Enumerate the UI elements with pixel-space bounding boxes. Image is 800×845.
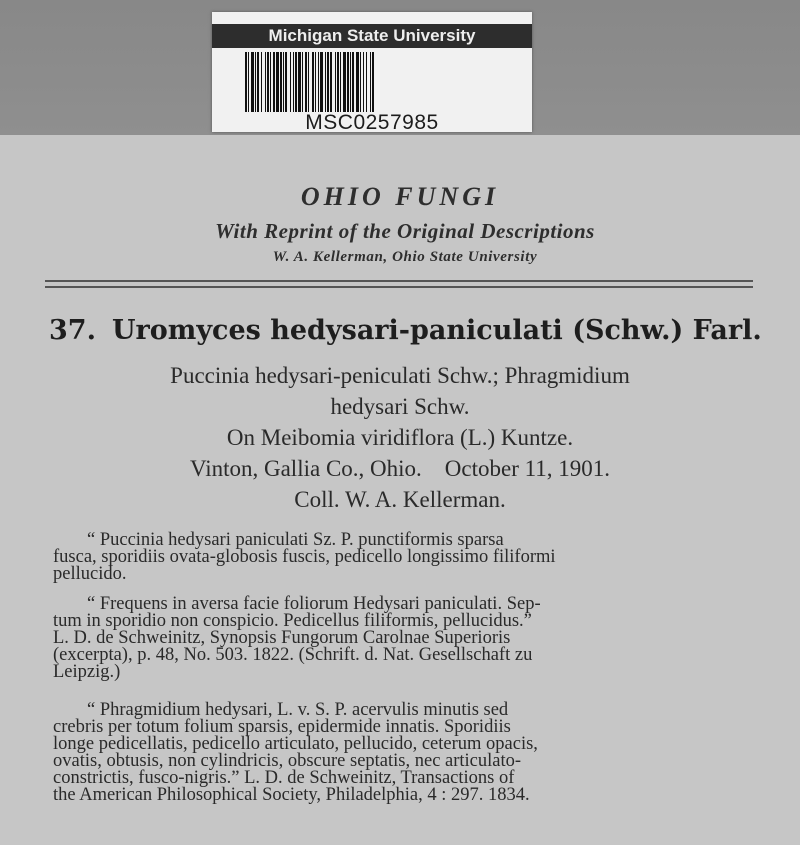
series-title: OHIO FUNGI bbox=[300, 182, 500, 211]
text-line: longe pedicellatis, pedicello articulato, pellucido, ceterum opacis, bbox=[53, 734, 538, 754]
collector-line: Coll. W. A. Kellerman. bbox=[294, 487, 506, 512]
text-line: constrictis, fusco-nigris.” L. D. de Schweinitz, Transactions of bbox=[53, 768, 515, 788]
text-line: fusca, sporidiis ovata-globosis fuscis, pedicello longissimo filiformi bbox=[53, 547, 556, 567]
host-line: On Meibomia viridiflora (L.) Kuntze. bbox=[226, 425, 574, 450]
barcode-institution: Michigan State University bbox=[212, 24, 532, 48]
species-number: 37. bbox=[49, 315, 96, 346]
species-heading bbox=[49, 315, 762, 346]
text-line: the American Philosophical Society, Philadelphia, 4 : 297. 1834. bbox=[53, 785, 530, 805]
text-line: pellucido. bbox=[53, 564, 127, 584]
description-paragraph-2 bbox=[53, 596, 733, 681]
text-line: Leipzig.) bbox=[53, 662, 121, 682]
species-name: Uromyces hedysari-paniculati (Schw.) Farl. bbox=[111, 315, 762, 346]
text-line: “ Phragmidium hedysari, L. v. S. P. acervulis minutis sed bbox=[87, 700, 509, 720]
text-line: “ Frequens in aversa facie foliorum Hedysari paniculati. Sep- bbox=[87, 594, 541, 614]
text-line: tum in sporidio non conspicio. Pedicellus filiformis, pellucidus.” bbox=[53, 611, 532, 631]
description-paragraph-3 bbox=[53, 702, 733, 804]
synonym-line-1: Puccinia hedysari-peniculati Schw.; Phragmidium bbox=[170, 363, 630, 388]
barcode-icon bbox=[245, 52, 497, 112]
series-subtitle: With Reprint of the Original Descriptions bbox=[215, 219, 595, 243]
synonym-line-2: hedysari Schw. bbox=[330, 394, 470, 419]
divider-bottom bbox=[45, 286, 753, 288]
series-author: W. A. Kellerman, Ohio State University bbox=[272, 249, 538, 265]
text-line: crebris per totum folium sparsis, epidermide innatis. Sporidiis bbox=[53, 717, 511, 737]
barcode-label bbox=[212, 12, 532, 132]
text-line: (excerpta), p. 48, No. 503. 1822. (Schrift. d. Nat. Gesellschaft zu bbox=[53, 645, 533, 665]
herbarium-label bbox=[0, 135, 800, 845]
divider-top bbox=[45, 280, 753, 282]
text-line: ovatis, obtusis, non cylindricis, obscure septatis, nec articulato- bbox=[53, 751, 522, 771]
text-line: “ Puccinia hedysari paniculati Sz. P. punctiformis sparsa bbox=[87, 530, 504, 550]
locality-date-line: Vinton, Gallia Co., Ohio. October 11, 1901. bbox=[189, 456, 611, 481]
barcode-number: MSC0257985 bbox=[305, 111, 439, 134]
description-paragraph-1 bbox=[53, 532, 733, 583]
text-line: L. D. de Schweinitz, Synopsis Fungorum Carolnae Superioris bbox=[53, 628, 511, 648]
